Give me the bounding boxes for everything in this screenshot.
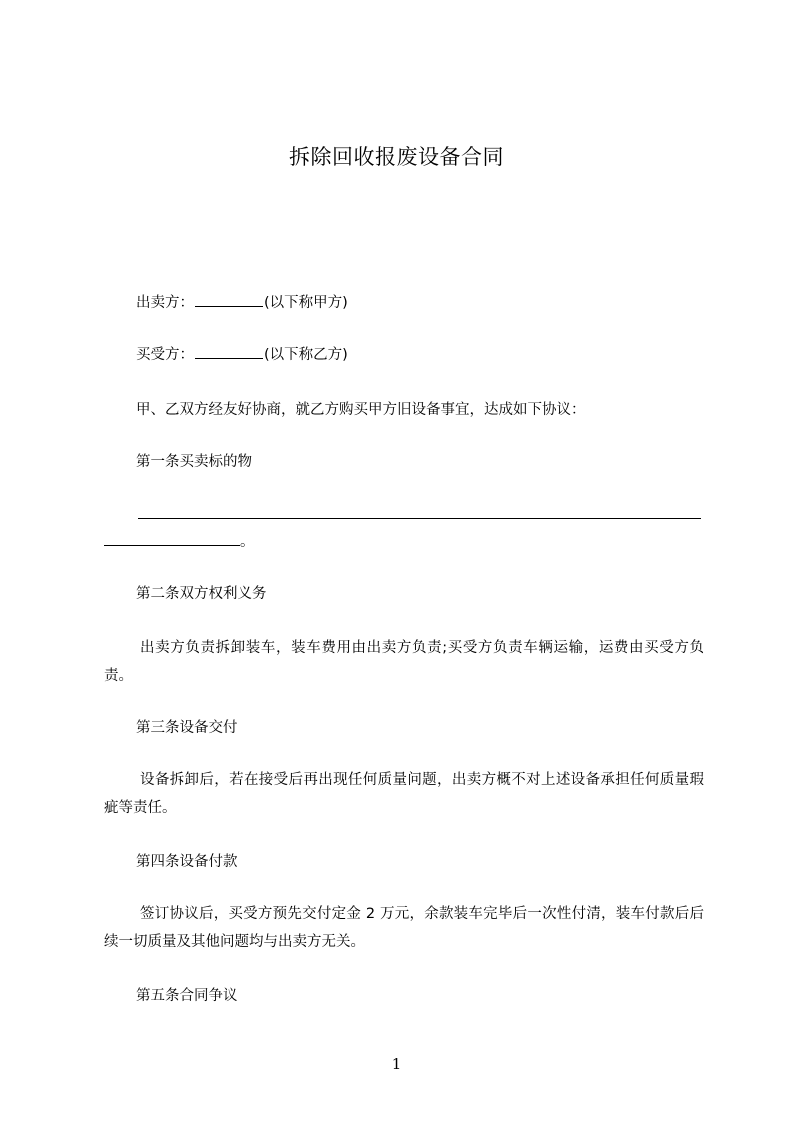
article1-period: 。 (240, 534, 255, 550)
article1-blank-line-continued (104, 545, 240, 546)
intro-paragraph: 甲、乙双方经友好协商，就乙方购买甲方旧设备事宜，达成如下协议： (136, 402, 586, 418)
article5-heading: 第五条合同争议 (136, 988, 238, 1004)
buyer-blank (195, 344, 263, 359)
article4-body: 签订协议后，买受方预先交付定金 2 万元，余款装车完毕后一次性付清，装车付款后后续一切质量及其他问题均与出卖方无关。 (104, 906, 704, 950)
article2-body: 出卖方负责拆卸装车，装车费用由出卖方负责;买受方负责车辆运输，运费由买受方负责。 (104, 640, 704, 684)
seller-suffix: (以下称甲方) (264, 295, 348, 311)
article4-heading: 第四条设备付款 (136, 854, 238, 870)
article2-heading: 第二条双方权利义务 (136, 586, 267, 602)
buyer-suffix: (以下称乙方) (264, 347, 348, 363)
seller-line (136, 292, 348, 313)
page-number: 1 (391, 1055, 402, 1073)
article3-heading: 第三条设备交付 (136, 720, 238, 736)
seller-blank (195, 292, 263, 307)
article3-body: 设备拆卸后，若在接受后再出现任何质量问题，出卖方概不对上述设备承担任何质量瑕疵等责任。 (104, 772, 704, 816)
article1-blank-line (138, 518, 701, 519)
document-title: 拆除回收报废设备合同 (289, 145, 504, 169)
buyer-label: 买受方： (136, 347, 194, 363)
article1-heading: 第一条买卖标的物 (136, 454, 252, 470)
seller-label: 出卖方： (136, 295, 194, 311)
buyer-line (136, 344, 348, 365)
